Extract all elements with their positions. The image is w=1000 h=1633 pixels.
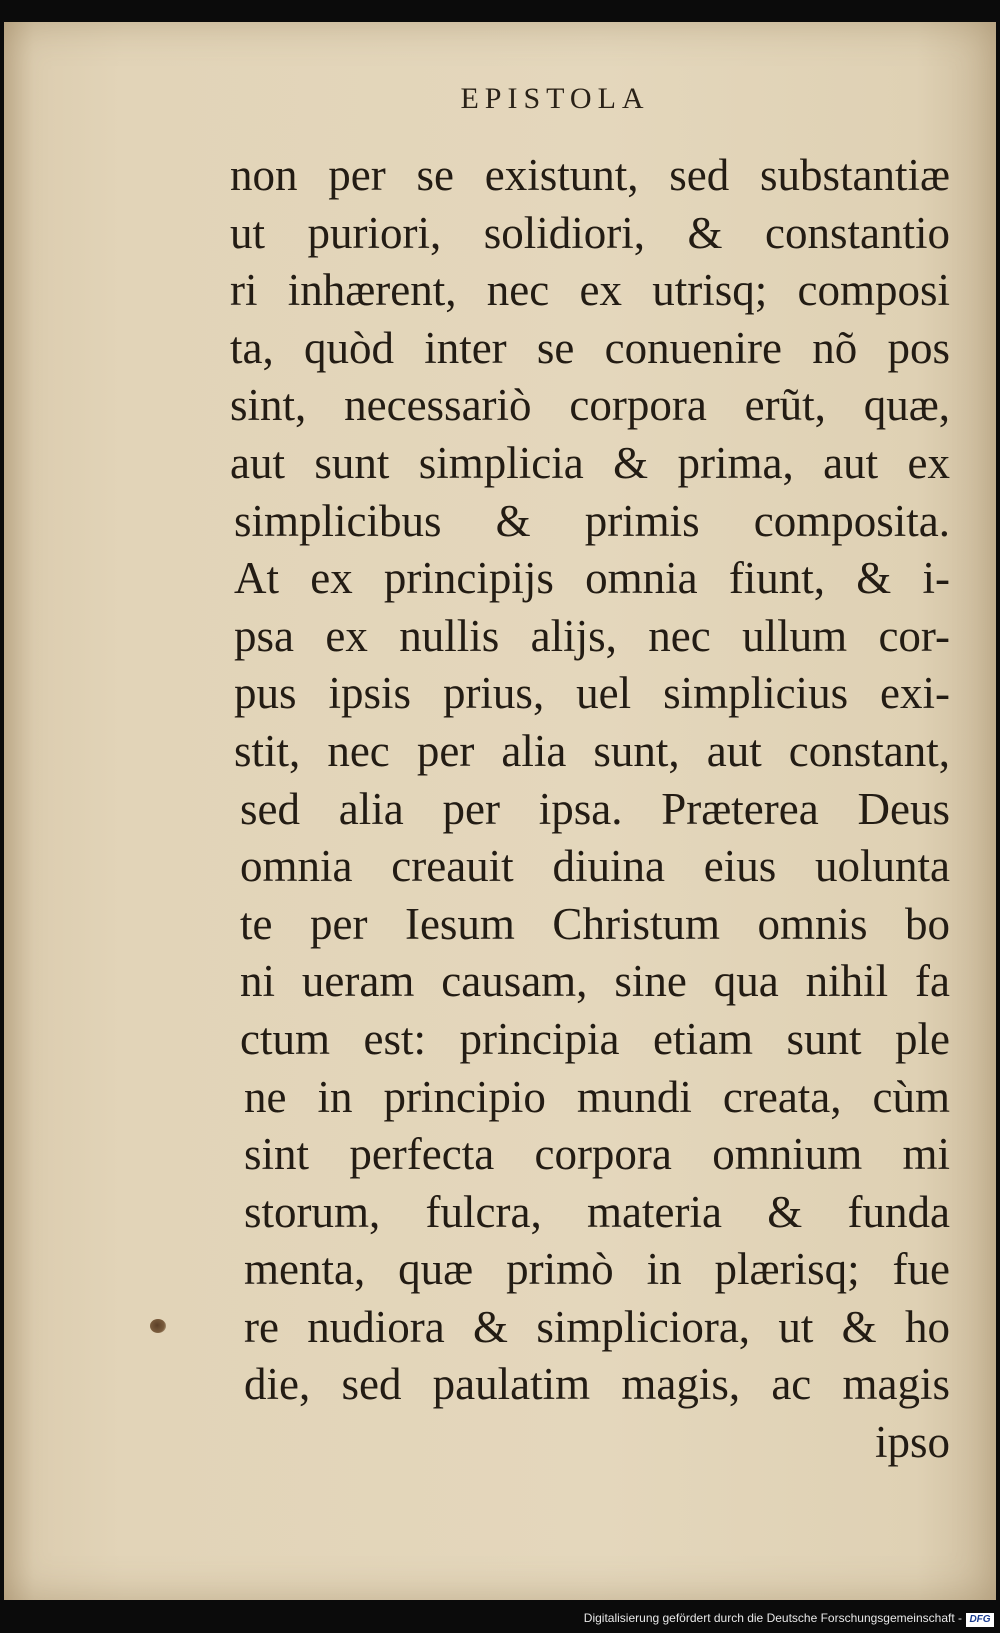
- text-line: non per se existunt, sed substantiæ: [230, 150, 950, 200]
- text-line: re nudiora & simpliciora, ut & ho: [244, 1301, 950, 1352]
- footer-bar: [0, 1603, 1000, 1633]
- text-line: storum, fulcra, materia & funda: [244, 1186, 950, 1237]
- dfg-logo-icon: DFG: [966, 1613, 994, 1627]
- running-head: EPISTOLA: [460, 82, 650, 115]
- text-line: ta, quòd inter se conuenire nõ pos: [230, 322, 950, 373]
- text-line: simplicibus & primis composita.: [234, 495, 950, 546]
- text-line: ni ueram causam, sine qua nihil fa: [240, 956, 950, 1007]
- text-line: pus ipsis prius, uel simplicius exi-: [234, 668, 950, 719]
- ink-spot: [150, 1319, 166, 1333]
- text-line: sed alia per ipsa. Præterea Deus: [240, 783, 950, 834]
- text-line: ri inhærent, nec ex utrisq; composi: [230, 265, 950, 316]
- text-line: ut puriori, solidiori, & constantio: [230, 207, 950, 258]
- body-text: [230, 147, 950, 1472]
- text-line: menta, quæ primò in plærisq; fue: [244, 1244, 950, 1295]
- text-line: omnia creauit diuina eius uolunta: [240, 841, 950, 892]
- text-line: sint perfecta corpora omnium mi: [244, 1129, 950, 1180]
- text-line: psa ex nullis alijs, nec ullum cor-: [234, 610, 950, 661]
- text-line: ne in principio mundi creata, cùm: [244, 1071, 950, 1122]
- book-page: [4, 22, 996, 1600]
- text-line: At ex principijs omnia fiunt, & i-: [234, 553, 950, 604]
- text-line: ctum est: principia etiam sunt ple: [240, 1013, 950, 1064]
- text-line: die, sed paulatim magis, ac magis: [244, 1359, 950, 1410]
- text-line: aut sunt simplicia & prima, aut ex: [230, 437, 950, 488]
- catchword: ipso: [874, 1417, 950, 1468]
- text-line: stit, nec per alia sunt, aut constant,: [234, 725, 950, 776]
- text-line: te per Iesum Christum omnis bo: [240, 898, 950, 949]
- digitization-credit: Digitalisierung gefördert durch die Deutsche Forschungsgemeinschaft -: [583, 1611, 962, 1625]
- text-line: sint, necessariò corpora erũt, quæ,: [230, 380, 950, 431]
